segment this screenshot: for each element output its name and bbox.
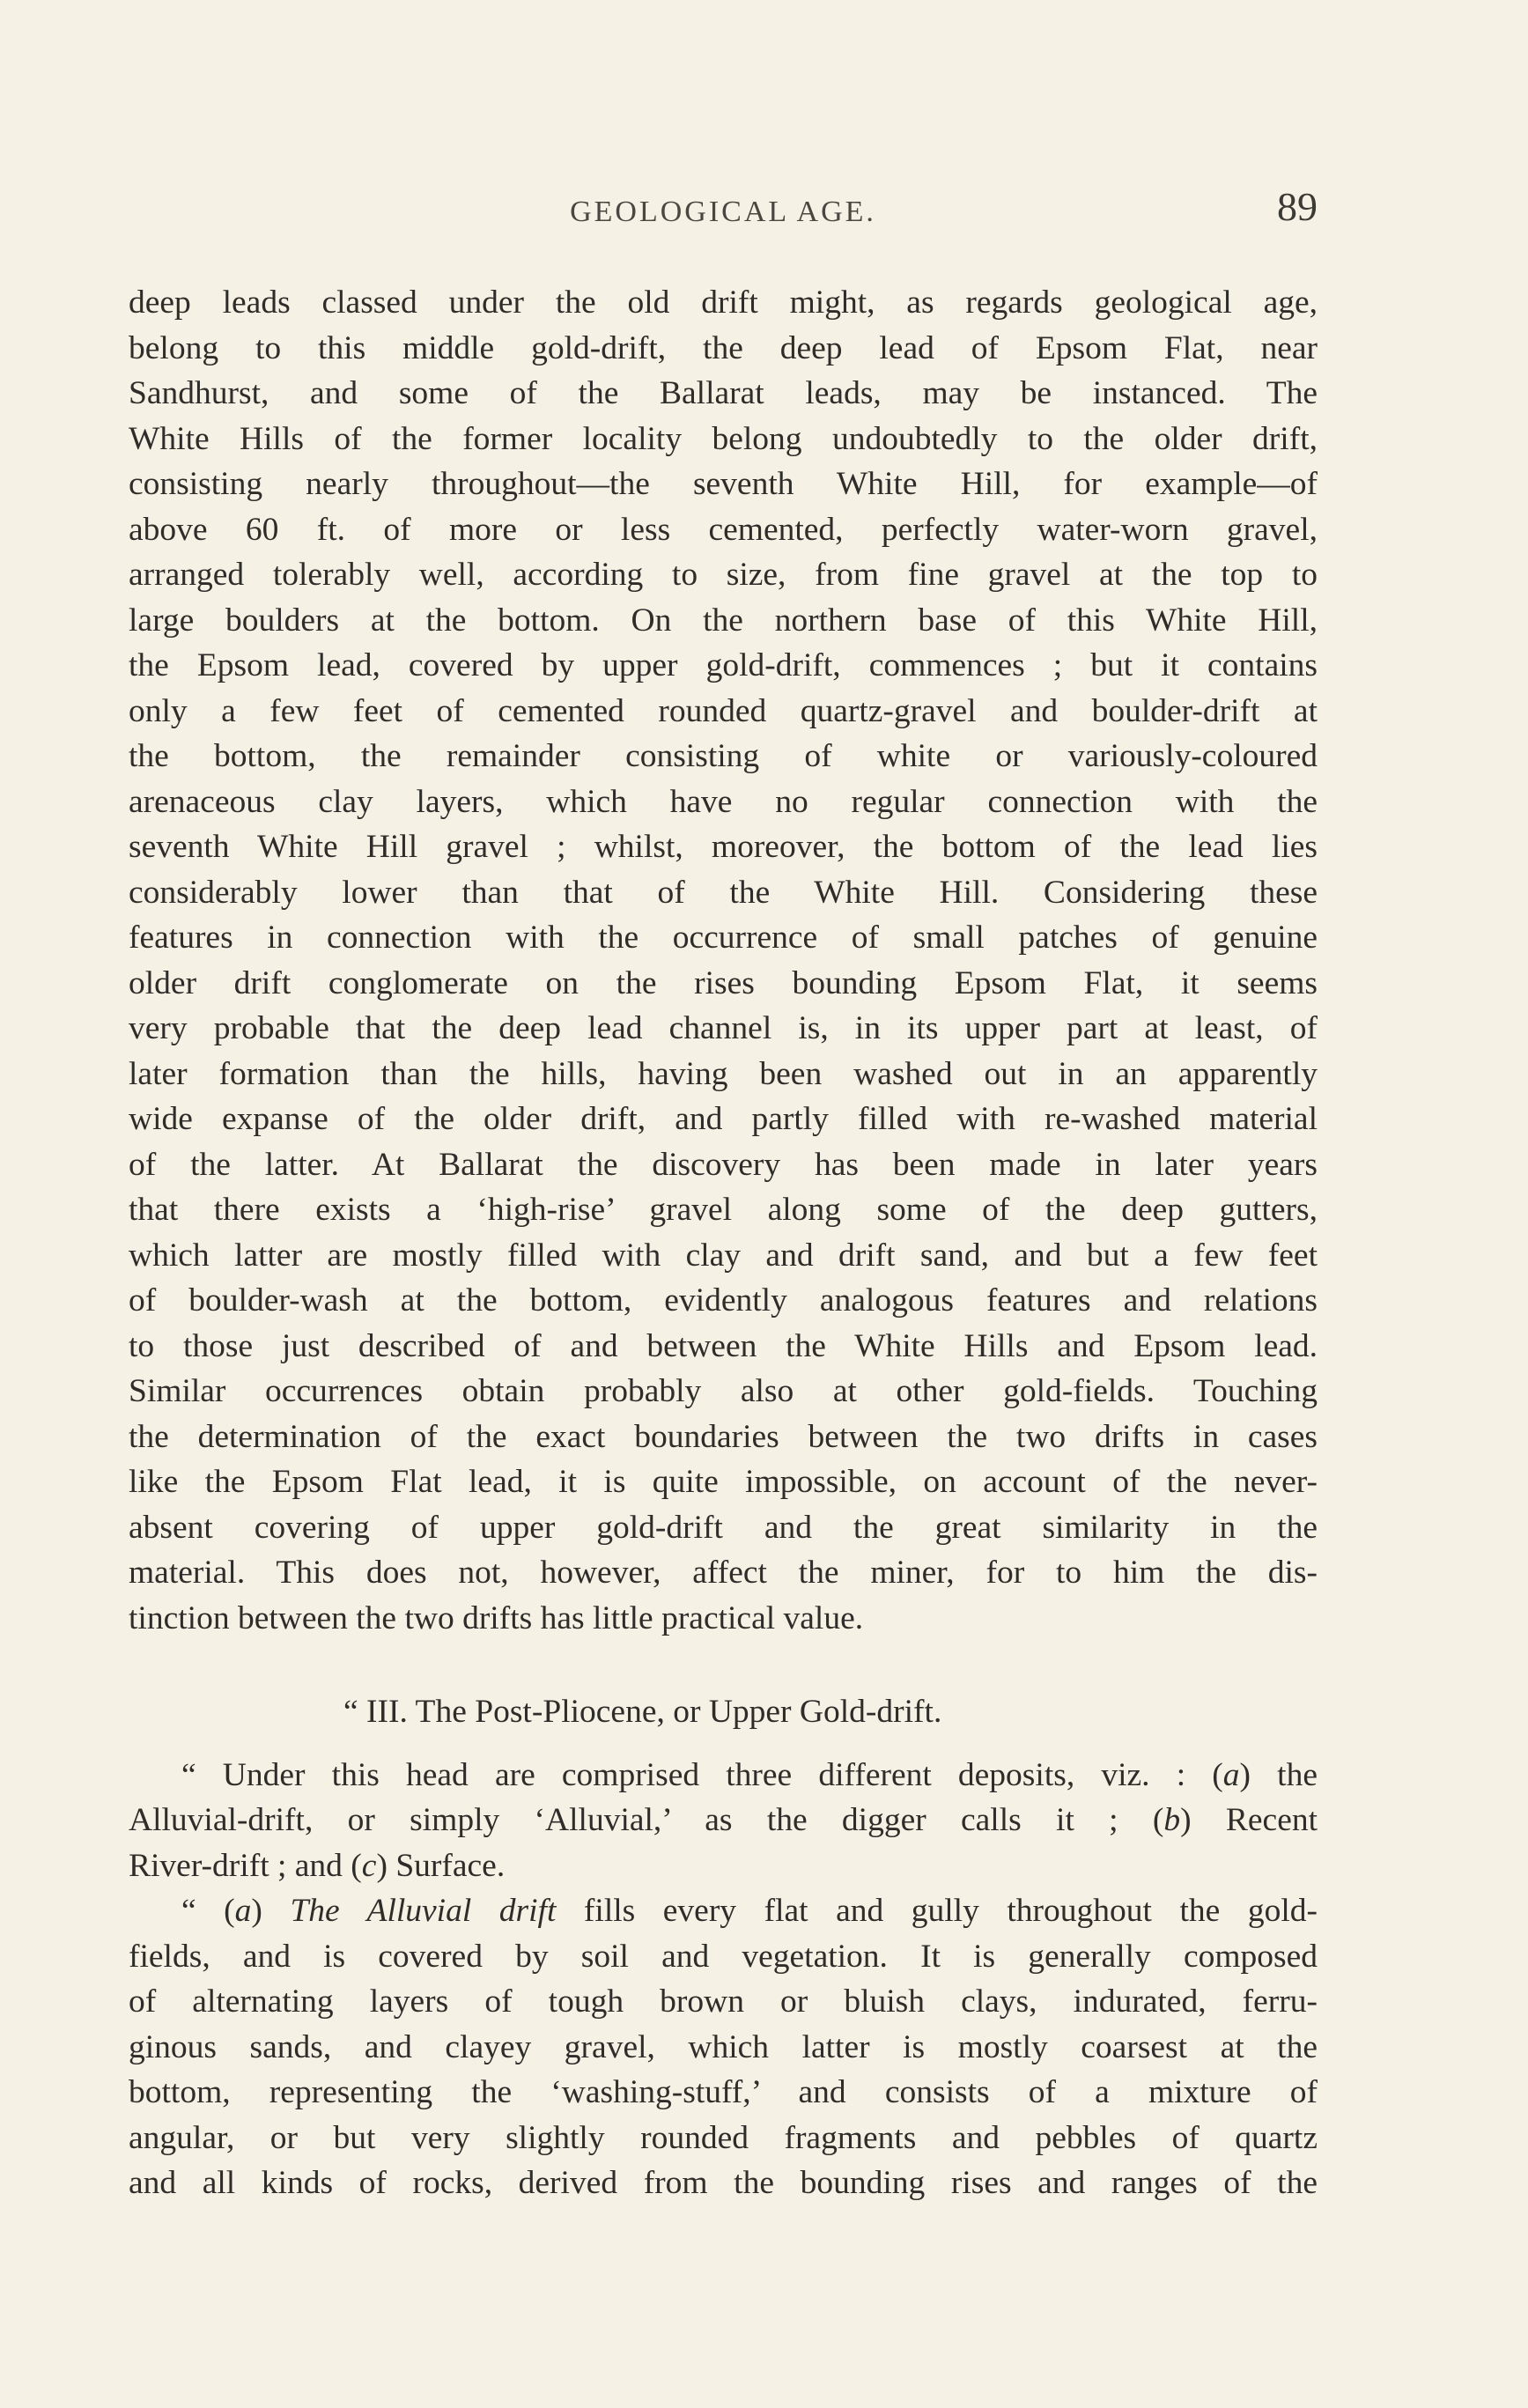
- italic-title: The Alluvial drift: [290, 1893, 557, 1929]
- text-run: “ Under this head are comprised three different deposits, viz. : (: [181, 1756, 1223, 1793]
- text-line: to those just described of and between the White Hills and Epsom lead.: [129, 1327, 1318, 1364]
- text-line: older drift conglomerate on the rises bounding Epsom Flat, it seems: [129, 964, 1318, 1001]
- section-heading: “ III. The Post-Pliocene, or Upper Gold-drift.: [343, 1694, 942, 1730]
- text-line: deep leads classed under the old drift might, as regards geological age,: [129, 284, 1318, 321]
- text-run: ): [251, 1893, 291, 1929]
- text-line: which latter are mostly filled with clay and drift sand, and but a few feet: [129, 1237, 1318, 1274]
- text-run: fills every flat and gully throughout the gold-: [556, 1893, 1318, 1929]
- text-run: Alluvial-drift, or simply ‘Alluvial,’ as the digger calls it ; (: [129, 1802, 1164, 1838]
- text-line: belong to this middle gold-drift, the deep lead of Epsom Flat, near: [129, 329, 1318, 366]
- text-line: later formation than the hills, having been washed out in an apparently: [129, 1055, 1318, 1092]
- text-line: [129, 1843, 1318, 1889]
- text-run: ) the: [1239, 1756, 1318, 1793]
- text-line: of the latter. At Ballarat the discovery has been made in later years: [129, 1146, 1318, 1183]
- paragraph-2: [129, 1753, 1318, 1889]
- text-run: “ (: [181, 1893, 235, 1929]
- body-text: [129, 280, 1318, 2206]
- text-line: [129, 1753, 1318, 1799]
- text-line: consisting nearly throughout—the seventh White Hill, for example—of: [129, 466, 1318, 502]
- text-line: very probable that the deep lead channel is, in its upper part at least, of: [129, 1010, 1318, 1046]
- text-line: the determination of the exact boundaries between the two drifts in cases: [129, 1418, 1318, 1455]
- text-line: features in connection with the occurrence of small patches of genuine: [129, 920, 1318, 956]
- italic-letter: a: [234, 1893, 252, 1929]
- italic-letter: b: [1163, 1802, 1181, 1838]
- text-line: bottom, representing the ‘washing-stuff,’ and consists of a mixture of: [129, 2074, 1318, 2110]
- text-line: fields, and is covered by soil and vegetation. It is generally composed: [129, 1938, 1318, 1975]
- text-line: of alternating layers of tough brown or bluish clays, indurated, ferru-: [129, 1983, 1318, 2020]
- text-line: of boulder-wash at the bottom, evidently analogous features and relations: [129, 1282, 1318, 1318]
- text-run: ) Surface.: [376, 1847, 506, 1884]
- text-line: above 60 ft. of more or less cemented, perfectly water-worn gravel,: [129, 511, 1318, 548]
- text-line: only a few feet of cemented rounded quartz-gravel and boulder-drift at: [129, 692, 1318, 729]
- text-run: ) Recent: [1180, 1802, 1318, 1838]
- text-line: like the Epsom Flat lead, it is quite impossible, on account of the never-: [129, 1464, 1318, 1500]
- text-line: angular, or but very slightly rounded fragments and pebbles of quartz: [129, 2119, 1318, 2156]
- text-line: the Epsom lead, covered by upper gold-drift, commences ; but it contains: [129, 647, 1318, 683]
- text-line: considerably lower than that of the White Hill. Considering these: [129, 874, 1318, 911]
- page-number: 89: [1277, 184, 1318, 229]
- text-line: absent covering of upper gold-drift and the great similarity in the: [129, 1509, 1318, 1546]
- text-line: [129, 1798, 1318, 1843]
- text-line: [129, 1888, 1318, 1934]
- text-line: ginous sands, and clayey gravel, which latter is mostly coarsest at the: [129, 2028, 1318, 2065]
- text-line: the bottom, the remainder consisting of white or variously-coloured: [129, 738, 1318, 774]
- text-line: large boulders at the bottom. On the northern base of this White Hill,: [129, 602, 1318, 639]
- text-line: Sandhurst, and some of the Ballarat leads, may be instanced. The: [129, 375, 1318, 411]
- text-line: that there exists a ‘high-rise’ gravel along some of the deep gutters,: [129, 1192, 1318, 1228]
- running-head: [129, 183, 1318, 236]
- paragraph-1: [129, 280, 1318, 1641]
- text-run: River-drift ; and (: [129, 1847, 362, 1884]
- italic-letter: a: [1222, 1756, 1240, 1793]
- text-line: tinction between the two drifts has little practical value.: [129, 1599, 864, 1636]
- text-line: arranged tolerably well, according to size, from fine gravel at the top to: [129, 557, 1318, 593]
- text-line: seventh White Hill gravel ; whilst, moreover, the bottom of the lead lies: [129, 829, 1318, 865]
- text-line: wide expanse of the older drift, and partly filled with re-washed material: [129, 1101, 1318, 1137]
- paragraph-3: [129, 1888, 1318, 2206]
- text-line: White Hills of the former locality belong undoubtedly to the older drift,: [129, 420, 1318, 457]
- text-line: material. This does not, however, affect the miner, for to him the dis-: [129, 1555, 1318, 1591]
- text-line: and all kinds of rocks, derived from the bounding rises and ranges of the: [129, 2165, 1318, 2201]
- running-head-title: GEOLOGICAL AGE.: [570, 196, 876, 228]
- text-line: Similar occurrences obtain probably also at other gold-fields. Touching: [129, 1373, 1318, 1409]
- italic-letter: c: [361, 1847, 377, 1884]
- text-line: arenaceous clay layers, which have no regular connection with the: [129, 783, 1318, 820]
